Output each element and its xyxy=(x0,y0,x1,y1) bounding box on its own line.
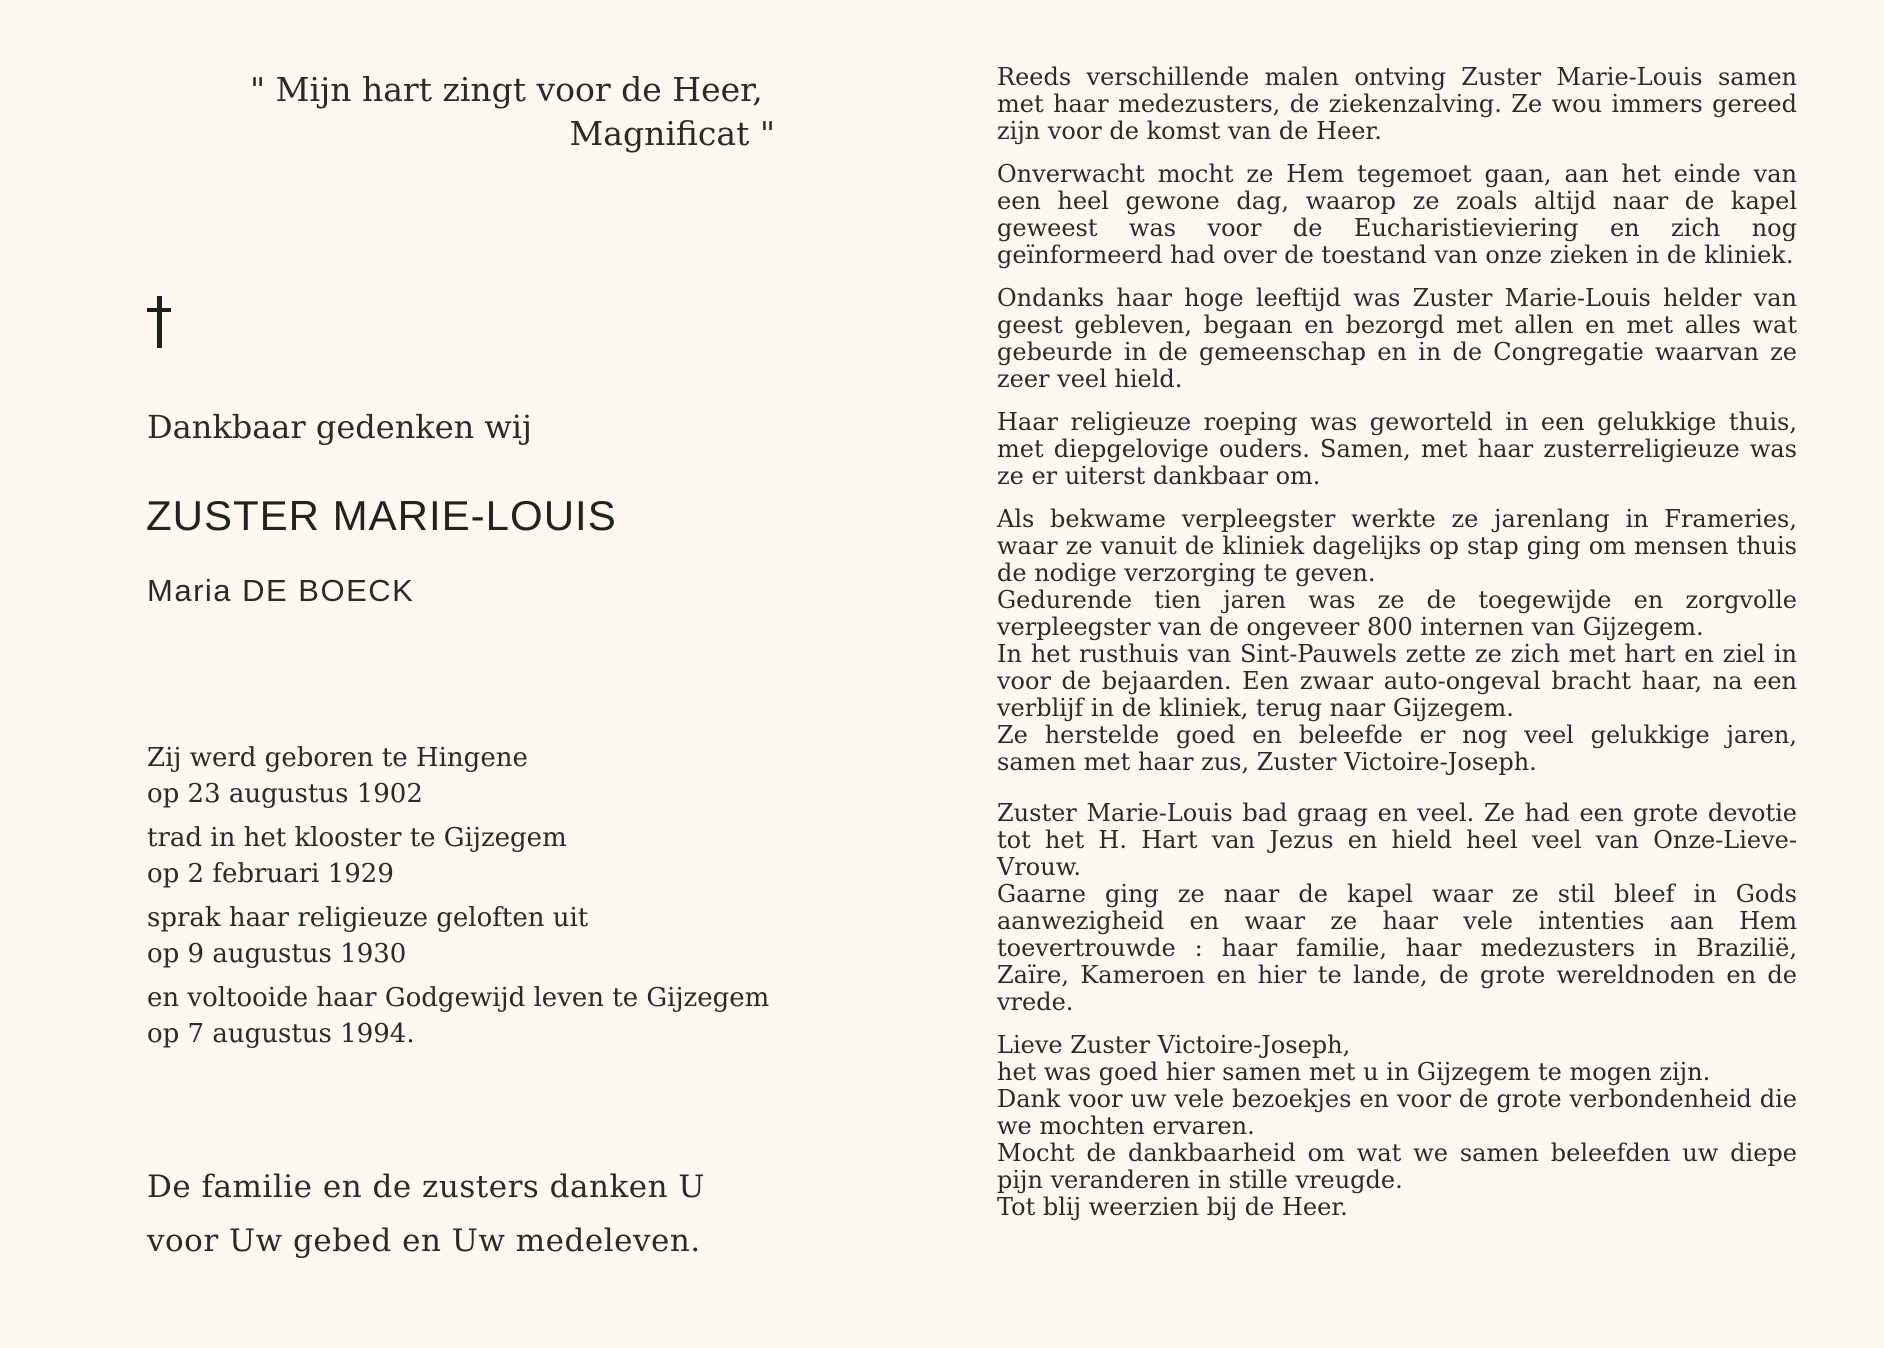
paragraph: Tot blij weerzien bij de Heer. xyxy=(997,1193,1348,1221)
bio-death xyxy=(147,980,807,1052)
paragraph: In het rusthuis van Sint-Pauwels zette ze zich met hart en ziel in voor de bejaarden. Een zwaar auto-ongeval bracht haar, na een verblijf in de kliniek, terug naar Gijzegem. xyxy=(997,640,1797,722)
bio-date: op 9 augustus 1930 xyxy=(147,939,407,969)
bio-line: trad in het klooster te Gijzegem xyxy=(147,823,567,853)
motto-line-1: " Mijn hart zingt voor de Heer, xyxy=(250,70,763,109)
paragraph: Lieve Zuster Victoire-Joseph, xyxy=(997,1031,1351,1059)
bio-date: op 2 februari 1929 xyxy=(147,859,394,889)
birth-name: Maria DE BOECK xyxy=(147,573,415,608)
paragraph: Gaarne ging ze naar de kapel waar ze stil bleef in Gods aanwezigheid en waar ze haar vele intenties aan Hem toevertrouwde : haar familie, haar medezusters in Brazilië, Zaïre, Kameroen en hier te lande, de grote wereldnoden en de vrede. xyxy=(997,880,1797,1016)
paragraph: Dank voor uw vele bezoekjes en voor de grote verbondenheid die we mochten ervaren. xyxy=(997,1085,1797,1140)
paragraph: Als bekwame verpleegster werkte ze jarenlang in Frameries, waar ze vanuit de kliniek dagelijks op stap ging om mensen thuis de nodige verzorging te geven. xyxy=(997,505,1797,587)
paragraph: Gedurende tien jaren was ze de toegewijde en zorgvolle verpleegster van de ongeveer 800 internen van Gijzegem. xyxy=(997,586,1797,641)
paragraph: Mocht de dankbaarheid om wat we samen beleefden uw diepe pijn veranderen in stille vreugde. xyxy=(997,1139,1797,1194)
thanks-note xyxy=(147,1160,705,1268)
bio-vows xyxy=(147,900,807,972)
paragraph: Haar religieuze roeping was geworteld in een gelukkige thuis, met diepgelovige ouders. Samen, met haar zusterreligieuze was ze er uiterst dankbaar om. xyxy=(997,408,1797,490)
paragraph: het was goed hier samen met u in Gijzegem te mogen zijn. xyxy=(997,1058,1711,1086)
paragraph: Reeds verschillende malen ontving Zuster Marie-Louis samen met haar medezusters, de ziekenzalving. Ze wou immers gereed zijn voor de komst van de Heer. xyxy=(997,63,1797,145)
paragraph: Zuster Marie-Louis bad graag en veel. Ze had een grote devotie tot het H. Hart van Jezus en hield heel veel van Onze-Lieve-Vrouw. xyxy=(997,799,1797,881)
paragraph: Onverwacht mocht ze Hem tegemoet gaan, aan het einde van een heel gewone dag, waarop ze zoals altijd naar de kapel geweest was voor de Eucharistieviering en zich nog geïnformeerd had over de toestand van onze zieken in de kliniek. xyxy=(997,160,1797,269)
biography-dates xyxy=(147,740,807,1060)
intro-text: Dankbaar gedenken wij xyxy=(147,408,532,446)
bio-line: Zij werd geboren te Hingene xyxy=(147,743,528,773)
deceased-name: ZUSTER MARIE-LOUIS xyxy=(146,492,617,539)
paragraph: Ondanks haar hoge leeftijd was Zuster Marie-Louis helder van geest gebleven, begaan en bezorgd met allen en met alles wat gebeurde in de gemeenschap en in de Congregatie waarvan ze zeer veel hield. xyxy=(997,284,1797,393)
thanks-line-1: De familie en de zusters danken U xyxy=(147,1169,706,1205)
bio-convent-entry xyxy=(147,820,807,892)
bio-line: sprak haar religieuze geloften uit xyxy=(147,903,589,933)
memorial-text xyxy=(997,64,1797,1221)
cross-icon xyxy=(145,296,175,348)
bio-line: en voltooide haar Godgewijd leven te Gijzegem xyxy=(147,983,770,1013)
thanks-line-2: voor Uw gebed en Uw medeleven. xyxy=(147,1223,701,1259)
motto-line-2: Magnificat " xyxy=(569,114,775,153)
paragraph: Ze herstelde goed en beleefde er nog veel gelukkige jaren, samen met haar zus, Zuster Victoire-Joseph. xyxy=(997,721,1797,776)
bio-date: op 7 augustus 1994. xyxy=(147,1019,415,1049)
bio-birth xyxy=(147,740,807,812)
bio-date: op 23 augustus 1902 xyxy=(147,779,423,809)
motto-quote xyxy=(250,68,780,156)
